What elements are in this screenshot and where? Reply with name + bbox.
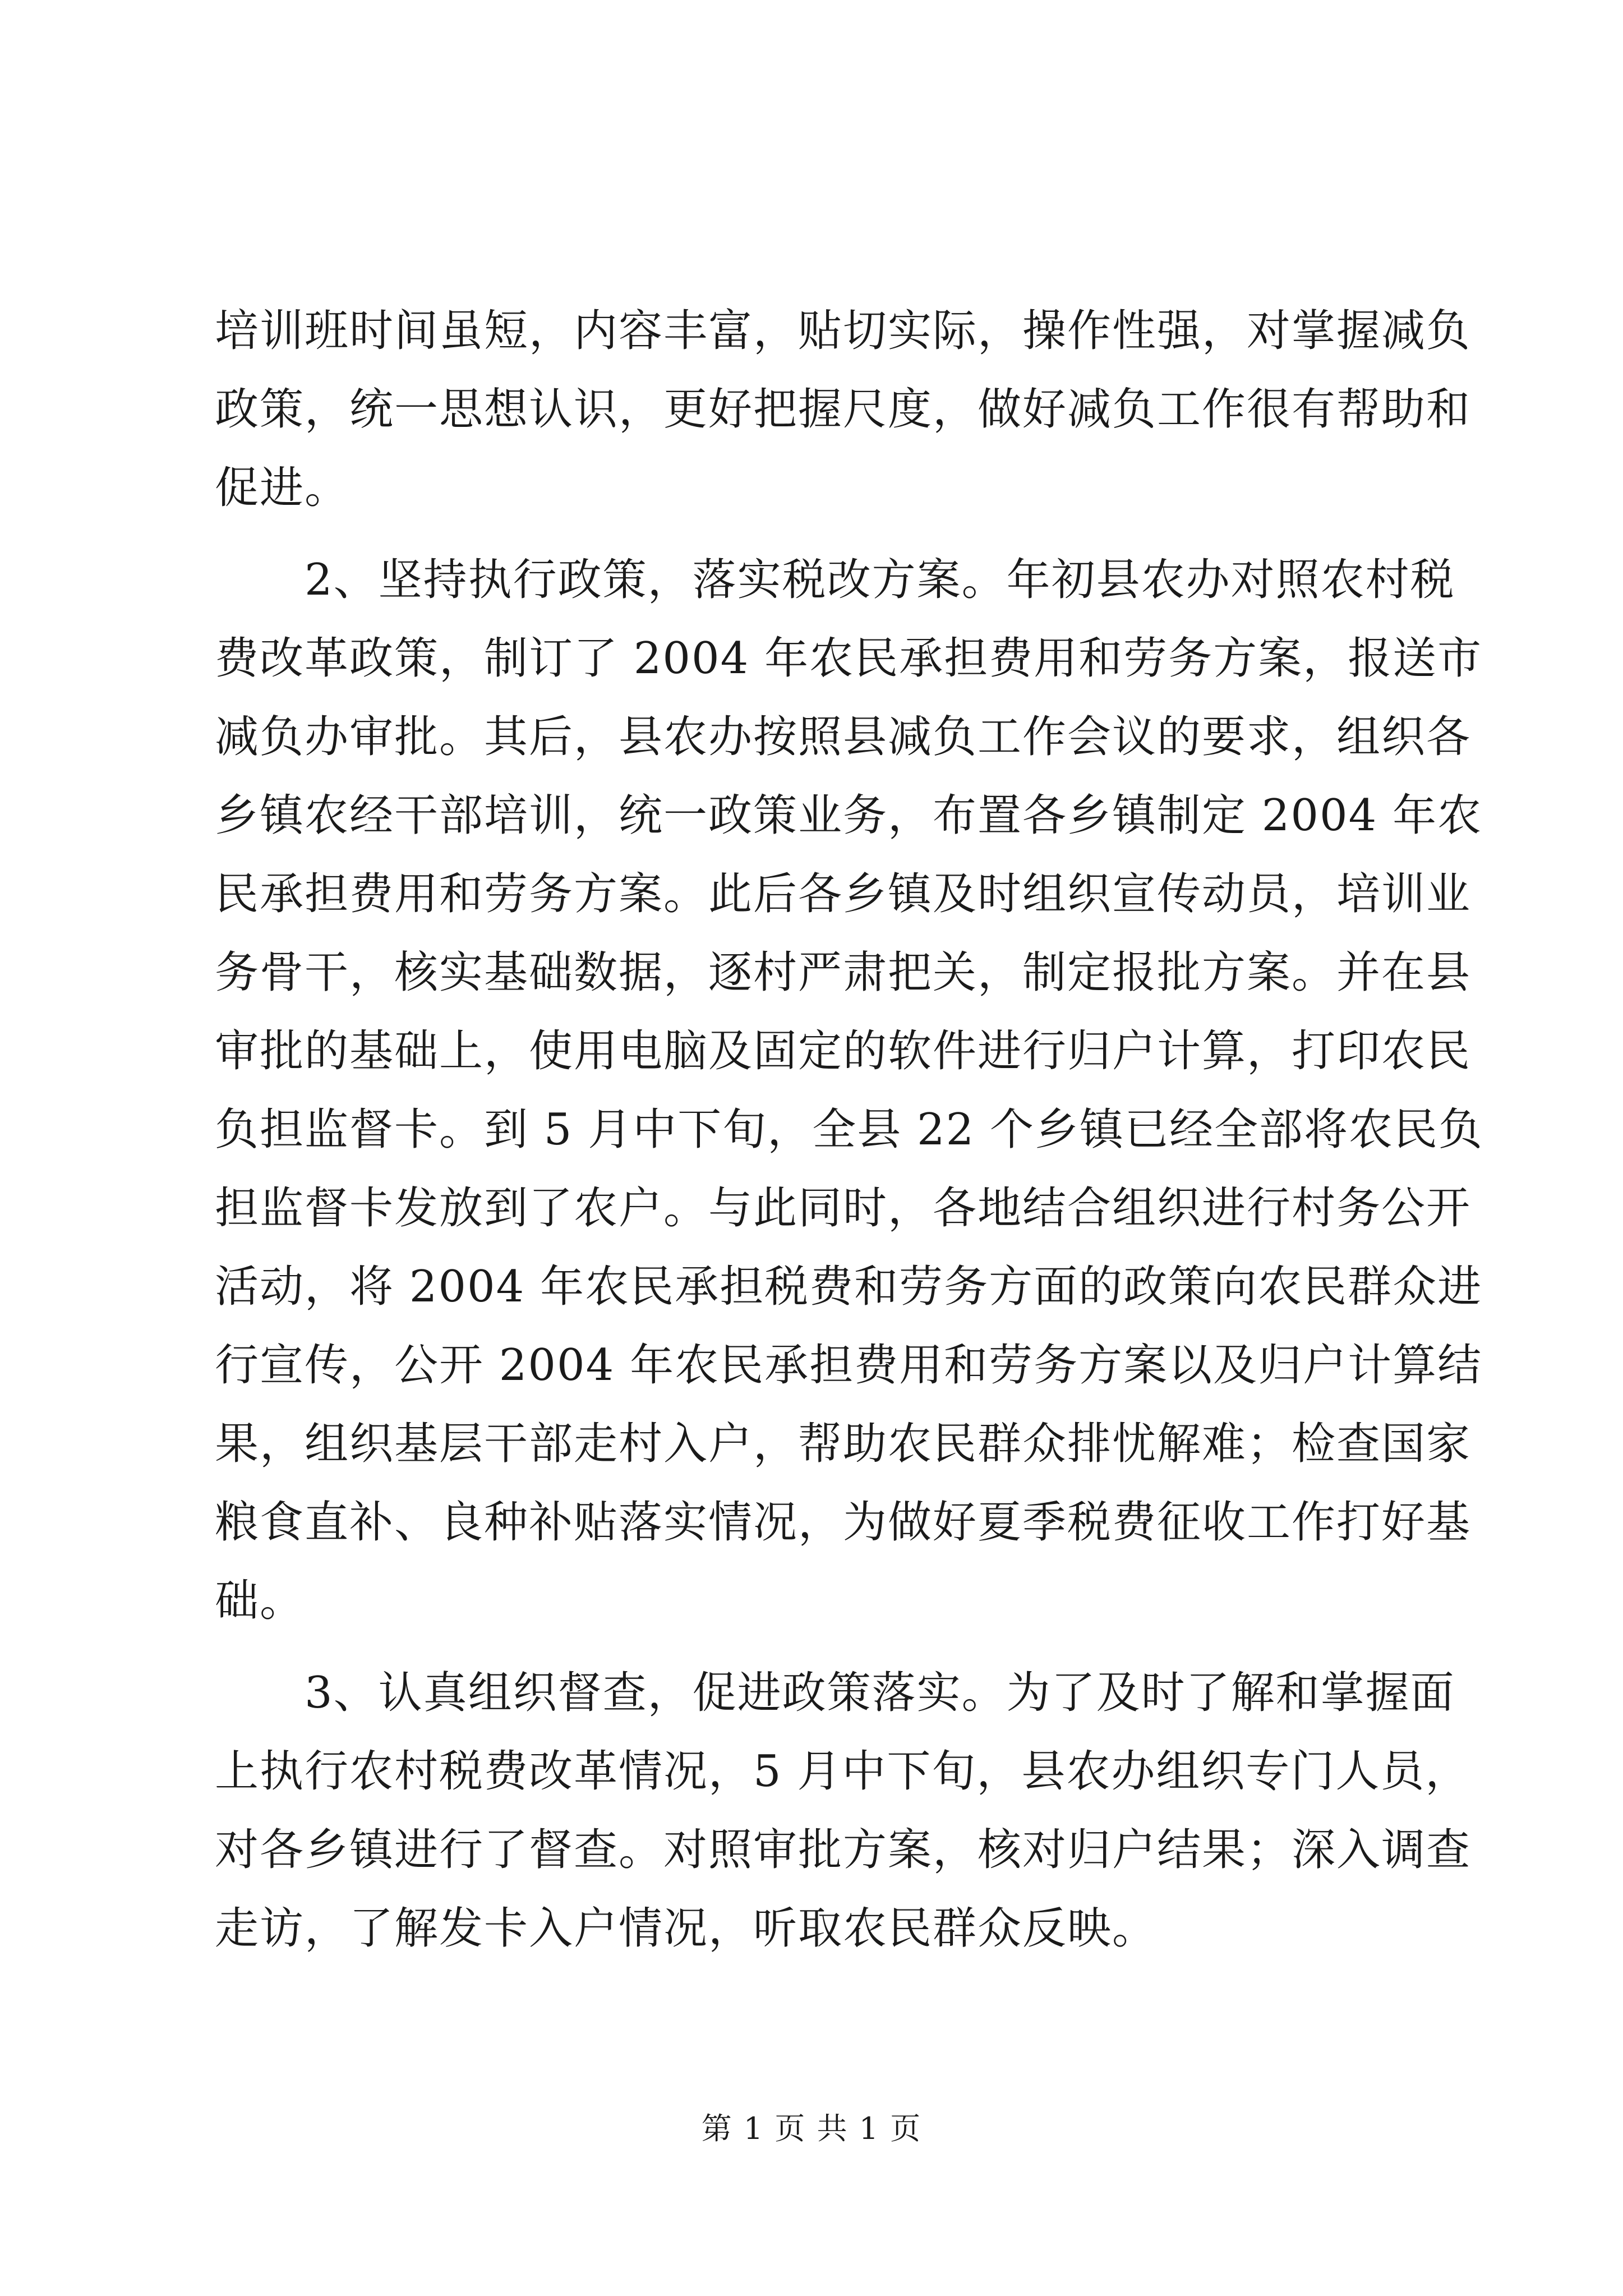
paragraph-1 [215,292,1472,527]
text-line: 粮食直补、良种补贴落实情况，为做好夏季税费征收工作打好基 [215,1497,1472,1548]
text-line: 减负办审批。其后，县农办按照县减负工作会议的要求，组织各 [215,712,1472,762]
text-line: 费改革政策，制订了 2004 年农民承担费用和劳务方案，报送市 [215,633,1483,684]
text-line: 行宣传，公开 2004 年农民承担费用和劳务方案以及归户计算结 [215,1340,1483,1391]
text-line: 民承担费用和劳务方案。此后各乡镇及时组织宣传动员，培训业 [215,869,1472,919]
text-line: 础。 [215,1576,305,1626]
text-line: 培训班时间虽短，内容丰富，贴切实际，操作性强，对掌握减负 [215,306,1472,356]
document-body [215,292,1484,1968]
text-line: 担监督卡发放到了农户。与此同时，各地结合组织进行村务公开 [215,1183,1472,1234]
text-line: 审批的基础上，使用电脑及固定的软件进行归户计算，打印农民 [215,1026,1472,1076]
text-line: 活动，将 2004 年农民承担税费和劳务方面的政策向农民群众进 [215,1262,1483,1312]
text-line: 促进。 [215,463,350,513]
text-line: 3、认真组织督查，促进政策落实。为了及时了解和掌握面 [305,1668,1455,1718]
paragraph-3 [215,1654,1472,1968]
page-number-footer: 第 1 页 共 1 页 [701,2111,922,2146]
text-line: 对各乡镇进行了督查。对照审批方案，核对归户结果；深入调查 [215,1825,1472,1875]
text-line: 务骨干，核实基础数据，逐村严肃把关，制定报批方案。并在县 [215,947,1472,998]
text-line: 负担监督卡。到 5 月中下旬，全县 22 个乡镇已经全部将农民负 [215,1105,1484,1155]
text-line: 乡镇农经干部培训，统一政策业务，布置各乡镇制定 2004 年农 [215,790,1483,841]
paragraph-2 [215,541,1484,1640]
text-line: 上执行农村税费改革情况，5 月中下旬，县农办组织专门人员， [215,1746,1470,1797]
text-line: 2、坚持执行政策，落实税改方案。年初县农办对照农村税 [305,555,1455,605]
text-line: 政策，统一思想认识，更好把握尺度，做好减负工作很有帮助和 [215,384,1472,435]
text-line: 果，组织基层干部走村入户，帮助农民群众排忧解难；检查国家 [215,1419,1472,1469]
text-line: 走访，了解发卡入户情况，听取农民群众反映。 [215,1903,1158,1954]
